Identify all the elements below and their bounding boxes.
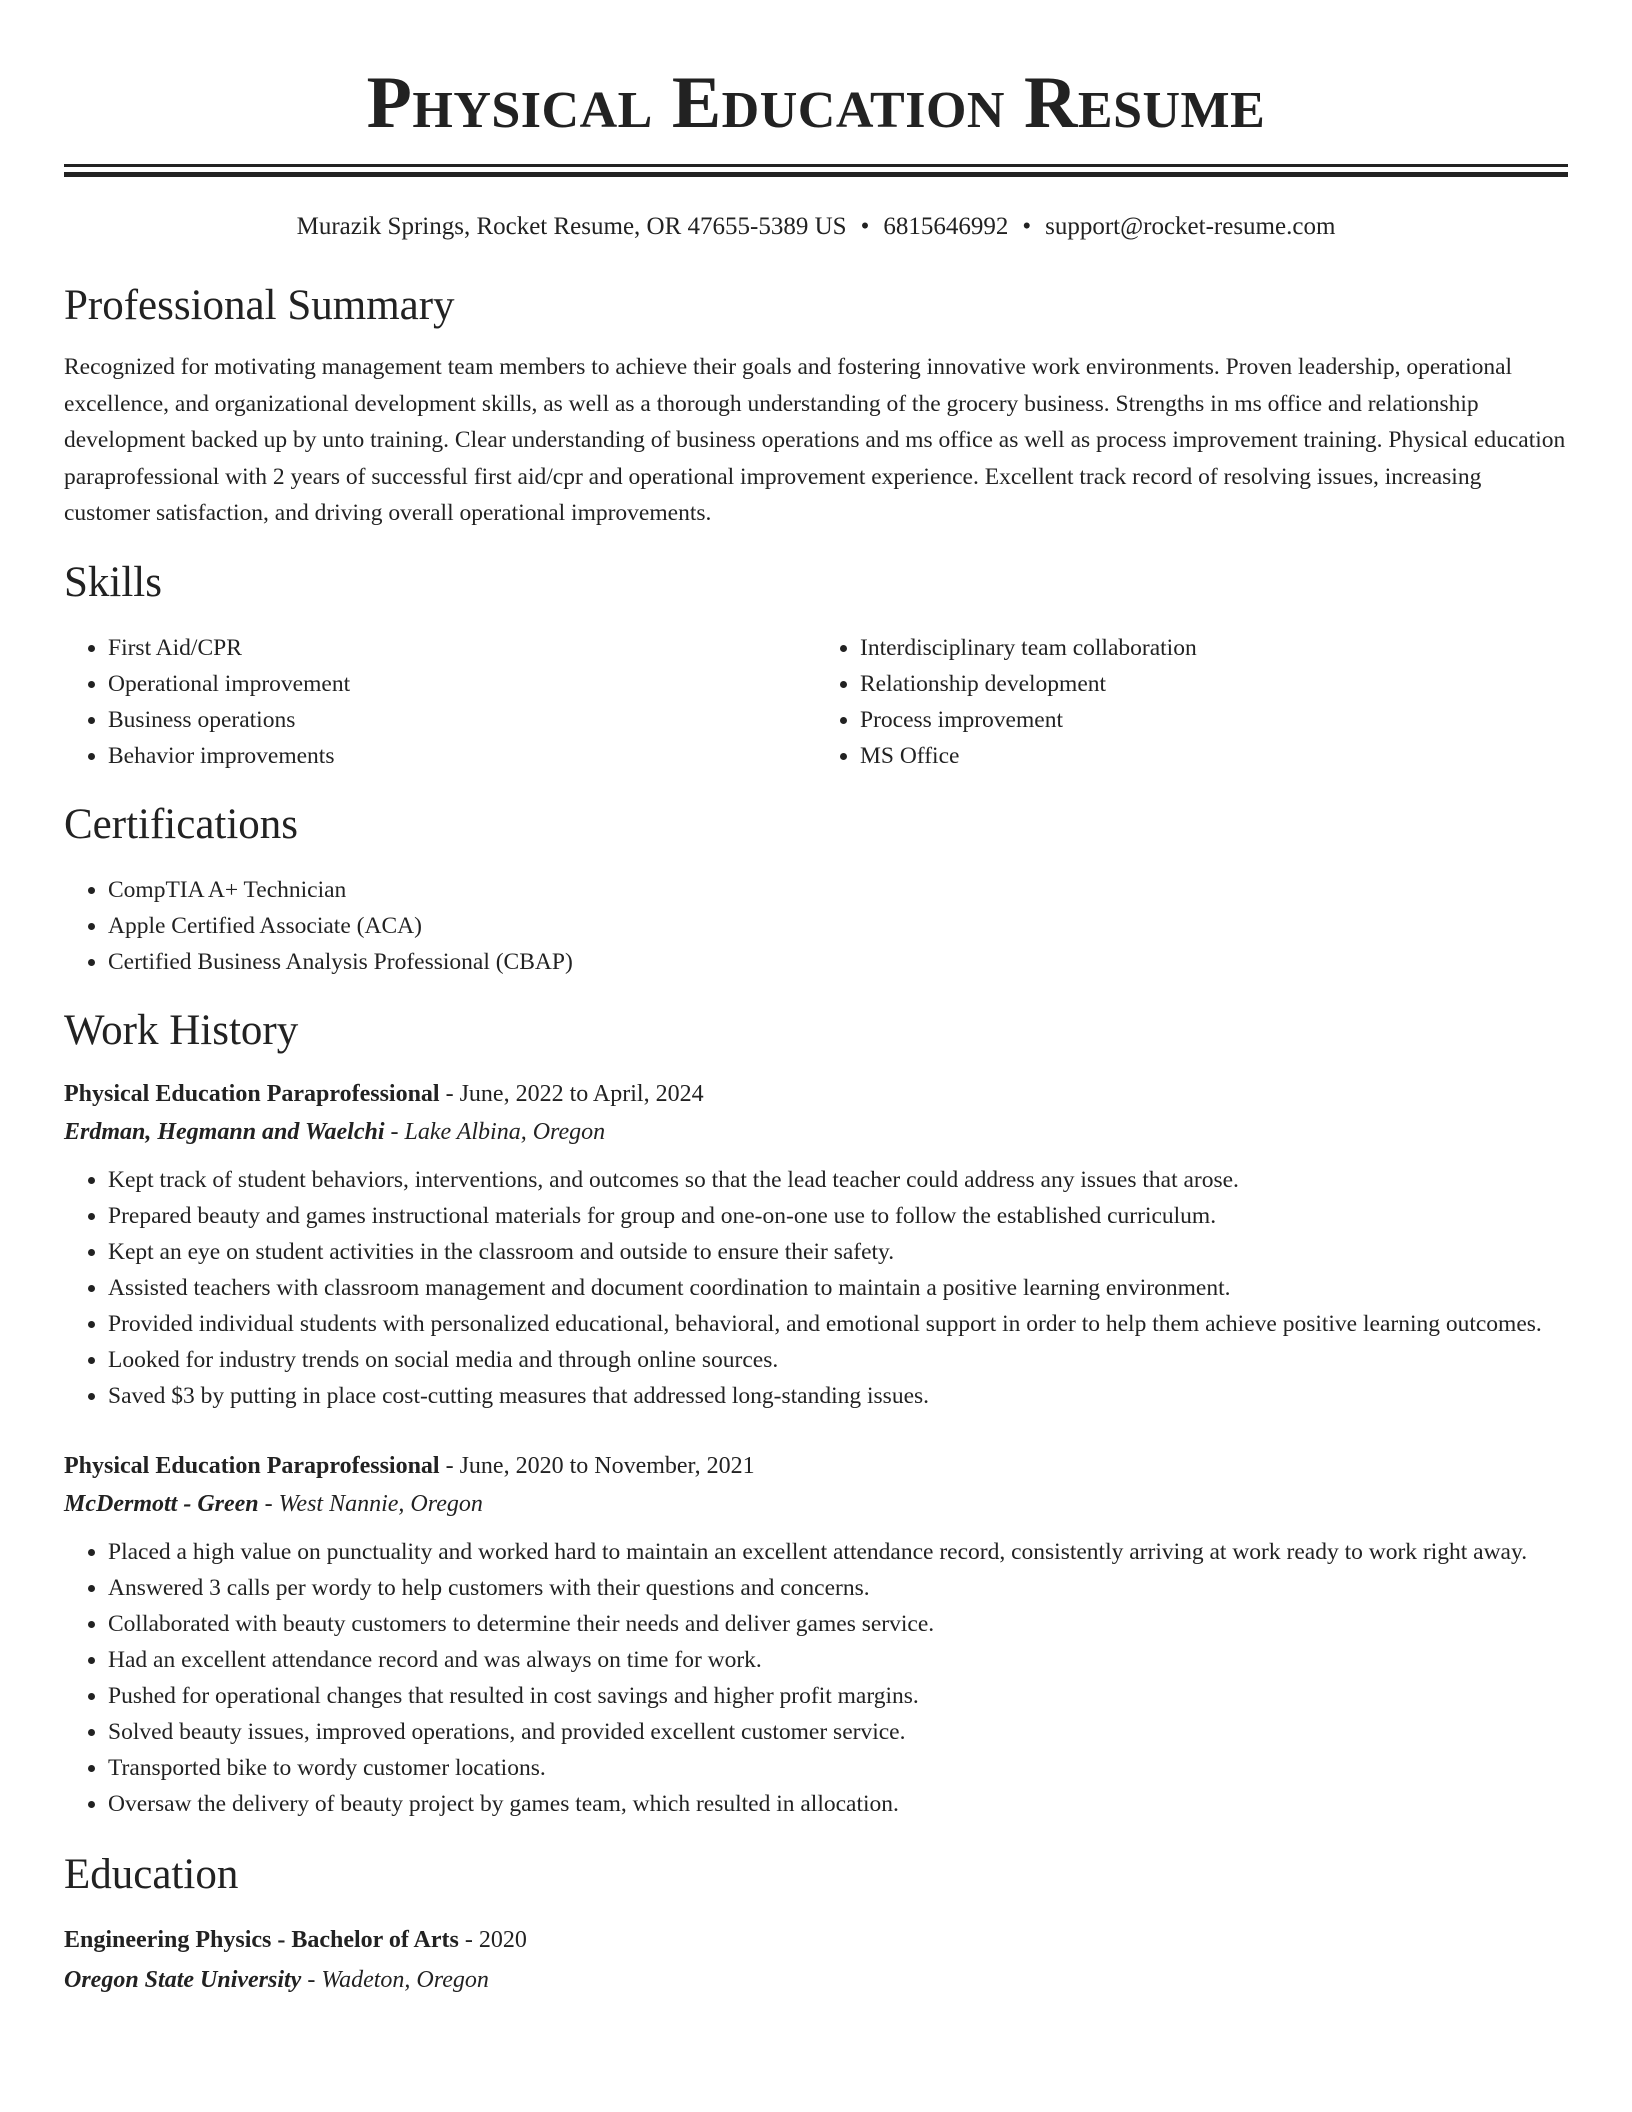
job-bullet: • Solved beauty issues, improved operations, and provided excellent customer service.	[108, 1714, 1568, 1750]
job-bullet: • Answered 3 calls per wordy to help customers with their questions and concerns.	[108, 1570, 1568, 1606]
job-dates: - June, 2022 to April, 2024	[439, 1080, 704, 1107]
education-year: - 2020	[458, 1926, 527, 1953]
contact-email: support@rocket-resume.com	[1045, 213, 1336, 240]
job-title: Physical Education Paraprofessional	[64, 1452, 440, 1479]
education-degree: Engineering Physics - Bachelor of Arts	[64, 1926, 459, 1953]
certifications-heading: Certifications	[64, 800, 299, 848]
job-bullet: • Assisted teachers with classroom management and document coordination to maintain a positive learning environment.	[108, 1270, 1568, 1306]
job-dates: - June, 2020 to November, 2021	[439, 1452, 755, 1479]
contact-separator: •	[1022, 213, 1032, 240]
skill-item: • Business operations	[108, 702, 816, 738]
job-company: McDermott - Green	[64, 1490, 259, 1517]
job-title-line	[64, 1448, 1568, 1484]
contact-line	[64, 211, 1568, 243]
job-bullet: • Kept an eye on student activities in the classroom and outside to ensure their safety.	[108, 1234, 1568, 1270]
job-title: Physical Education Paraprofessional	[64, 1080, 440, 1107]
job-bullet: • Placed a high value on punctuality and worked hard to maintain an excellent attendance record, consistently arriving at work ready to work right away.	[108, 1534, 1568, 1570]
skill-item: • Behavior improvements	[108, 738, 816, 774]
contact-address: Murazik Springs, Rocket Resume, OR 47655-5389 US	[296, 213, 847, 240]
skill-item: • Process improvement	[860, 702, 1568, 738]
skill-item: • Operational improvement	[108, 666, 816, 702]
skills-heading: Skills	[64, 558, 162, 606]
skills-column-right	[816, 630, 1568, 774]
job-company-line	[64, 1112, 1568, 1152]
skills-column-left	[64, 630, 816, 774]
education-school: Oregon State University	[64, 1966, 302, 1993]
job-bullet: • Prepared beauty and games instructional materials for group and one-on-one use to follow the established curriculum.	[108, 1198, 1568, 1234]
job-entry	[64, 1076, 1568, 1414]
job-bullet: • Had an excellent attendance record and was always on time for work.	[108, 1642, 1568, 1678]
job-bullet: • Looked for industry trends on social media and through online sources.	[108, 1342, 1568, 1378]
job-bullet: • Transported bike to wordy customer locations.	[108, 1750, 1568, 1786]
job-location: - Lake Albina, Oregon	[384, 1118, 606, 1145]
contact-separator: •	[860, 213, 870, 240]
certification-item: • Certified Business Analysis Professional (CBAP)	[108, 944, 1568, 980]
certifications-list	[64, 872, 1568, 980]
title-divider	[64, 164, 1568, 177]
skill-item: • First Aid/CPR	[108, 630, 816, 666]
skills-list	[64, 630, 1568, 774]
job-bullet-list	[64, 1534, 1568, 1822]
job-entry	[64, 1448, 1568, 1822]
certification-item: • Apple Certified Associate (ACA)	[108, 908, 1568, 944]
certification-item: • CompTIA A+ Technician	[108, 872, 1568, 908]
job-title-line	[64, 1076, 1568, 1112]
resume-title: Physical Education Resume	[366, 62, 1266, 144]
contact-phone: 6815646992	[883, 213, 1009, 240]
job-bullet: • Kept track of student behaviors, interventions, and outcomes so that the lead teacher could address any issues that arose.	[108, 1162, 1568, 1198]
education-school-line	[64, 1960, 1568, 2000]
skill-item: • Interdisciplinary team collaboration	[860, 630, 1568, 666]
job-bullet-list	[64, 1162, 1568, 1414]
job-bullet: • Oversaw the delivery of beauty project by games team, which resulted in allocation.	[108, 1786, 1568, 1822]
work-history-heading: Work History	[64, 1006, 299, 1054]
skill-item: • MS Office	[860, 738, 1568, 774]
summary-text: Recognized for motivating management team members to achieve their goals and fostering innovative work environments. Proven leadership, operational excellence, and organizational development skills, as well as a thorough understanding of the grocery business. Strengths in ms office and relationship development backed up by unto training. Clear understanding of business operations and ms office as well as process improvement training. Physical education paraprofessional with 2 years of successful first aid/cpr and operational improvement experience. Excellent track record of resolving issues, increasing customer satisfaction, and driving overall operational improvements.	[64, 354, 1566, 527]
education-location: - Wadeton, Oregon	[301, 1966, 489, 1993]
job-company: Erdman, Hegmann and Waelchi	[64, 1118, 385, 1145]
job-bullet: • Saved $3 by putting in place cost-cutting measures that addressed long-standing issues.	[108, 1378, 1568, 1414]
job-bullet: • Provided individual students with personalized educational, behavioral, and emotional support in order to help them achieve positive learning outcomes.	[108, 1306, 1568, 1342]
job-bullet: • Collaborated with beauty customers to determine their needs and deliver games service.	[108, 1606, 1568, 1642]
summary-heading: Professional Summary	[64, 282, 455, 329]
education-heading: Education	[64, 1850, 239, 1898]
job-company-line	[64, 1484, 1568, 1524]
job-bullet: • Pushed for operational changes that resulted in cost savings and higher profit margins.	[108, 1678, 1568, 1714]
job-location: - West Nannie, Oregon	[258, 1490, 483, 1517]
education-degree-line	[64, 1920, 1568, 1960]
skill-item: • Relationship development	[860, 666, 1568, 702]
